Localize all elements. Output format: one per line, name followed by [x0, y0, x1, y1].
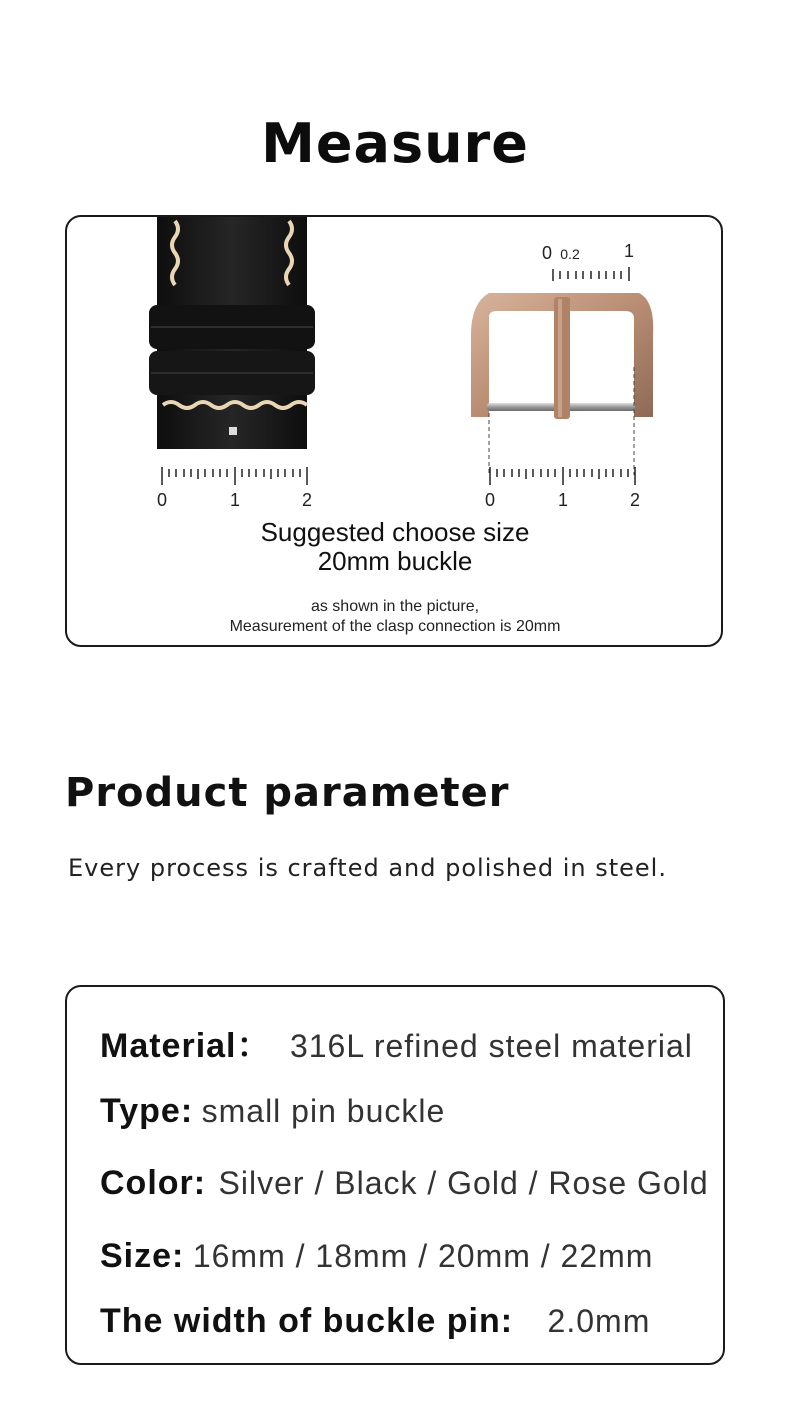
- top-ruler: [553, 267, 629, 281]
- buckle-tick-0: 0: [484, 490, 496, 510]
- param-value: 316L refined steel material: [289, 1028, 693, 1064]
- param-row-material: [100, 1018, 693, 1067]
- strap-tick-0: 0: [156, 490, 168, 510]
- param-label: Size:: [100, 1237, 185, 1275]
- measure-title: Measure: [261, 112, 529, 175]
- suggested-size: [0, 518, 790, 576]
- product-parameter-title: Product parameter: [65, 770, 510, 816]
- measure-panel: [65, 215, 723, 647]
- pin-buckle-image: [471, 293, 653, 419]
- note-line-1: as shown in the picture,: [310, 598, 480, 615]
- param-label: The width of buckle pin:: [100, 1302, 514, 1340]
- param-value: small pin buckle: [201, 1093, 446, 1129]
- product-parameter-subtitle: Every process is crafted and polished in steel.: [68, 854, 667, 882]
- suggest-line-2: 20mm buckle: [317, 546, 473, 576]
- buckle-tick-1: 1: [557, 490, 569, 510]
- top-tick-0: 0: [541, 243, 553, 263]
- param-label: Type:: [100, 1092, 194, 1130]
- suggest-line-1: Suggested choose size: [260, 517, 530, 547]
- measure-illustration: [67, 217, 723, 647]
- strap-tick-2: 2: [301, 490, 313, 510]
- leather-strap-image: [149, 217, 315, 449]
- top-tick-0-2: 0.2: [560, 246, 580, 262]
- top-tick-1: 1: [623, 241, 635, 261]
- param-row-type: [100, 1092, 445, 1131]
- param-value: 2.0mm: [547, 1303, 651, 1339]
- strap-tick-1: 1: [229, 490, 241, 510]
- param-row-pin-width: [100, 1302, 650, 1341]
- param-value: Silver / Black / Gold / Rose Gold: [218, 1165, 709, 1201]
- param-row-color: [100, 1164, 709, 1203]
- measurement-note: [0, 597, 790, 637]
- strap-ruler: [162, 467, 307, 485]
- param-label: Material：: [100, 1027, 272, 1065]
- param-label: Color:: [100, 1164, 207, 1202]
- buckle-tick-2: 2: [629, 490, 641, 510]
- note-line-2: Measurement of the clasp connection is 20mm: [229, 618, 561, 635]
- buckle-ruler: [490, 467, 635, 485]
- param-row-size: [100, 1237, 653, 1276]
- param-value: 16mm / 18mm / 20mm / 22mm: [192, 1238, 654, 1274]
